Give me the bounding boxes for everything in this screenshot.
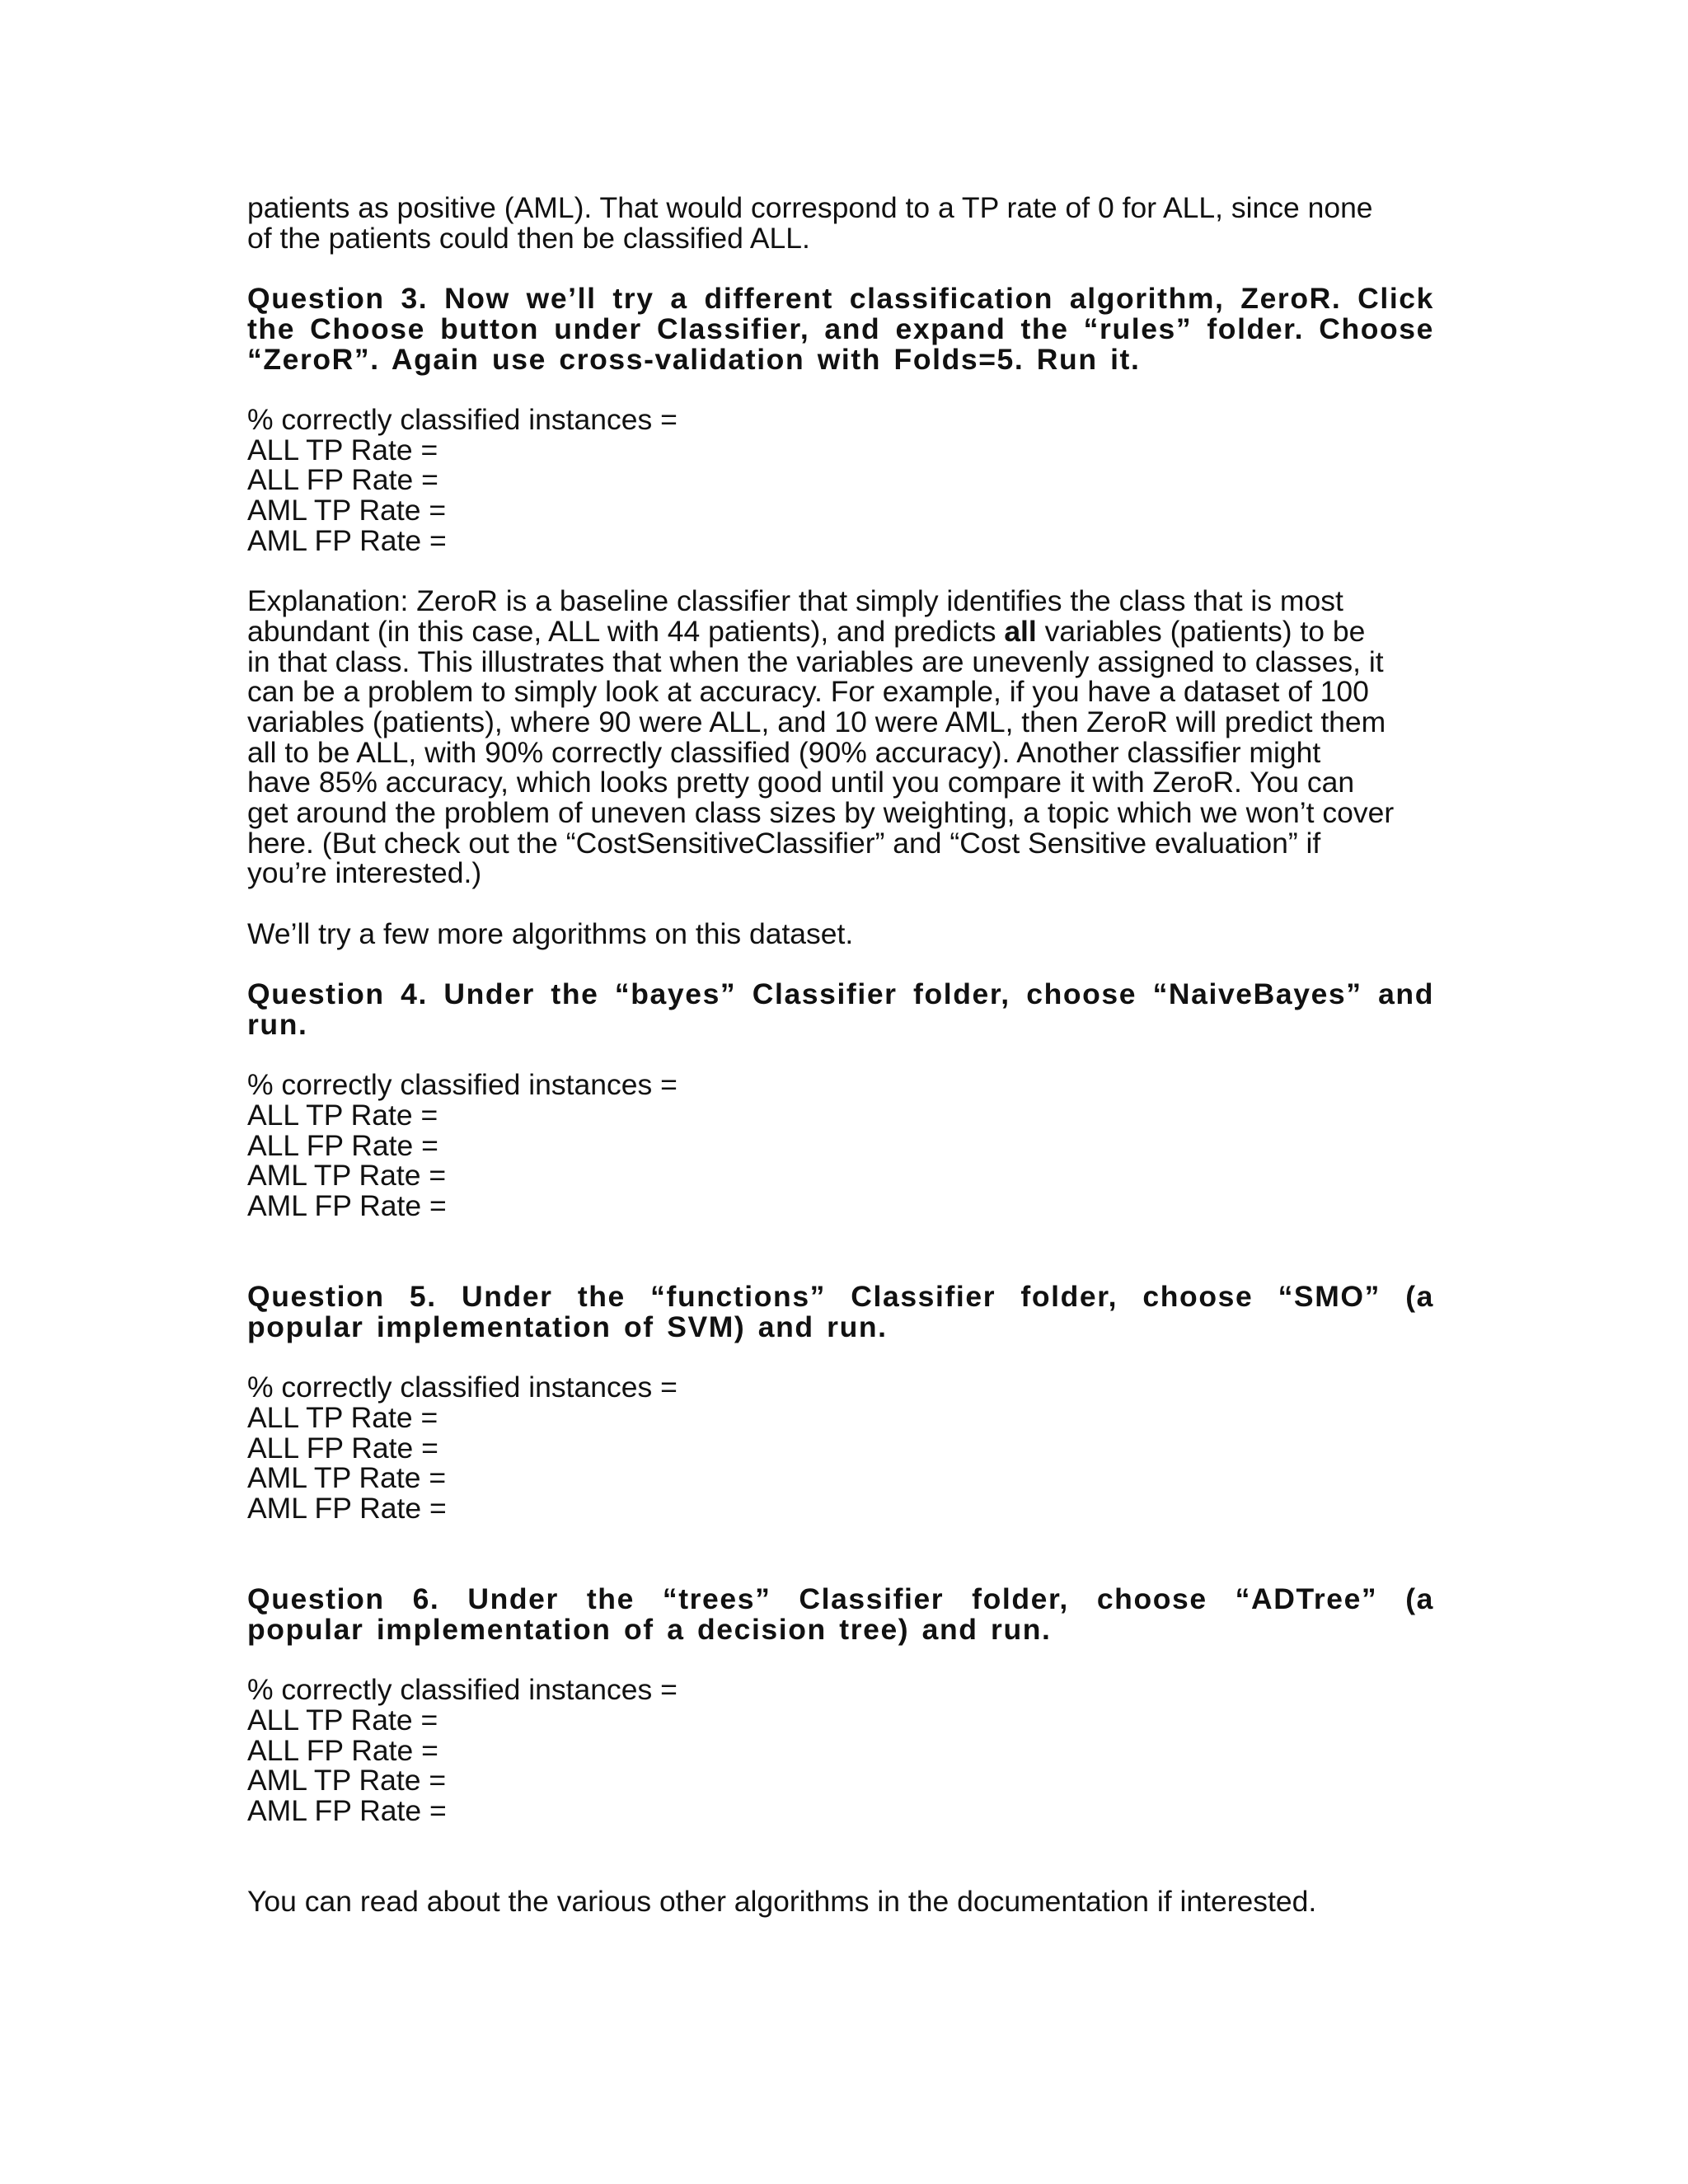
answer-line: AML FP Rate = xyxy=(247,1492,447,1526)
explanation-line: can be a problem to simply look at accuracy. For example, if you have a dataset of 100 xyxy=(247,675,1369,709)
question-5-heading xyxy=(247,1282,1434,1342)
question-3-heading xyxy=(247,284,1434,374)
question-3-answers xyxy=(247,402,1434,557)
question-line: Question 4. Under the “bayes” Classifier folder, choose “NaiveBayes” and xyxy=(247,977,1434,1011)
answer-line: % correctly classified instances = xyxy=(247,1673,678,1707)
question-6-heading xyxy=(247,1584,1434,1644)
explanation-line: you’re interested.) xyxy=(247,856,482,890)
question-line: run. xyxy=(247,1007,308,1041)
answer-line: AML TP Rate = xyxy=(247,494,447,527)
answer-line: ALL FP Rate = xyxy=(247,1431,438,1465)
explanation-line: all to be ALL, with 90% correctly classified (90% accuracy). Another classifier might xyxy=(247,735,1321,769)
answer-line: ALL FP Rate = xyxy=(247,1733,438,1767)
answer-line: AML FP Rate = xyxy=(247,523,447,557)
question-line: the Choose button under Classifier, and expand the “rules” folder. Choose xyxy=(247,312,1434,345)
explanation-paragraph xyxy=(247,586,1434,888)
answer-line: ALL TP Rate = xyxy=(247,1099,438,1132)
explanation-line: here. (But check out the “CostSensitiveClassifier” and “Cost Sensitive evaluation” if xyxy=(247,826,1321,860)
question-6-answers xyxy=(247,1675,1434,1826)
intro-paragraph xyxy=(247,193,1434,253)
answer-line: AML TP Rate = xyxy=(247,1764,447,1797)
explanation-line: variables (patients), where 90 were ALL, and 10 were AML, then ZeroR will predict them xyxy=(247,705,1386,738)
answer-line: AML TP Rate = xyxy=(247,1461,447,1495)
intro-line: patients as positive (AML). That would correspond to a TP rate of 0 for ALL, since none xyxy=(247,191,1373,224)
answer-line: AML TP Rate = xyxy=(247,1159,447,1193)
answer-line: AML FP Rate = xyxy=(247,1794,447,1828)
document-page xyxy=(247,193,1434,1917)
question-line: popular implementation of a decision tree) and run. xyxy=(247,1612,1052,1646)
explanation-line: have 85% accuracy, which looks pretty good until you compare it with ZeroR. You can xyxy=(247,766,1355,799)
answer-line: AML FP Rate = xyxy=(247,1189,447,1223)
answer-line: ALL TP Rate = xyxy=(247,433,438,466)
closing-line: You can read about the various other algorithms in the documentation if interested. xyxy=(247,1885,1317,1919)
explanation-line: in that class. This illustrates that when the variables are unevenly assigned to classes, it xyxy=(247,644,1384,678)
question-line: Question 6. Under the “trees” Classifier folder, choose “ADTree” (a xyxy=(247,1582,1434,1616)
answer-line: ALL FP Rate = xyxy=(247,463,438,497)
question-line: popular implementation of SVM) and run. xyxy=(247,1310,888,1343)
answer-line: % correctly classified instances = xyxy=(247,1068,678,1102)
more-algorithms-line: We’ll try a few more algorithms on this dataset. xyxy=(247,916,854,950)
answer-line: ALL TP Rate = xyxy=(247,1704,438,1736)
explanation-line xyxy=(247,616,1434,647)
intro-line: of the patients could then be classified ALL. xyxy=(247,221,810,255)
explanation-line: get around the problem of uneven class sizes by weighting, a topic which we won’t cover xyxy=(247,796,1395,830)
question-4-answers xyxy=(247,1070,1434,1221)
answer-line: % correctly classified instances = xyxy=(247,1371,678,1404)
question-4-heading xyxy=(247,979,1434,1039)
answer-line: % correctly classified instances = xyxy=(247,402,678,436)
answer-line: ALL FP Rate = xyxy=(247,1128,438,1162)
question-line: “ZeroR”. Again use cross-validation with Folds=5. Run it. xyxy=(247,342,1141,376)
explanation-text: abundant (in this case, ALL with 44 patients), and predicts xyxy=(247,614,1005,648)
explanation-line: Explanation: ZeroR is a baseline classifier that simply identifies the class that is most xyxy=(247,584,1343,618)
question-line: Question 5. Under the “functions” Classifier folder, choose “SMO” (a xyxy=(247,1280,1434,1314)
closing-paragraph xyxy=(247,1886,1434,1917)
answer-line: ALL TP Rate = xyxy=(247,1401,438,1434)
explanation-text: variables (patients) to be xyxy=(1036,614,1366,648)
question-line: Question 3. Now we’ll try a different classification algorithm, ZeroR. Click xyxy=(247,282,1434,316)
question-5-answers xyxy=(247,1372,1434,1524)
more-algorithms-text xyxy=(247,916,1434,950)
emphasis-all: all xyxy=(1004,614,1037,648)
